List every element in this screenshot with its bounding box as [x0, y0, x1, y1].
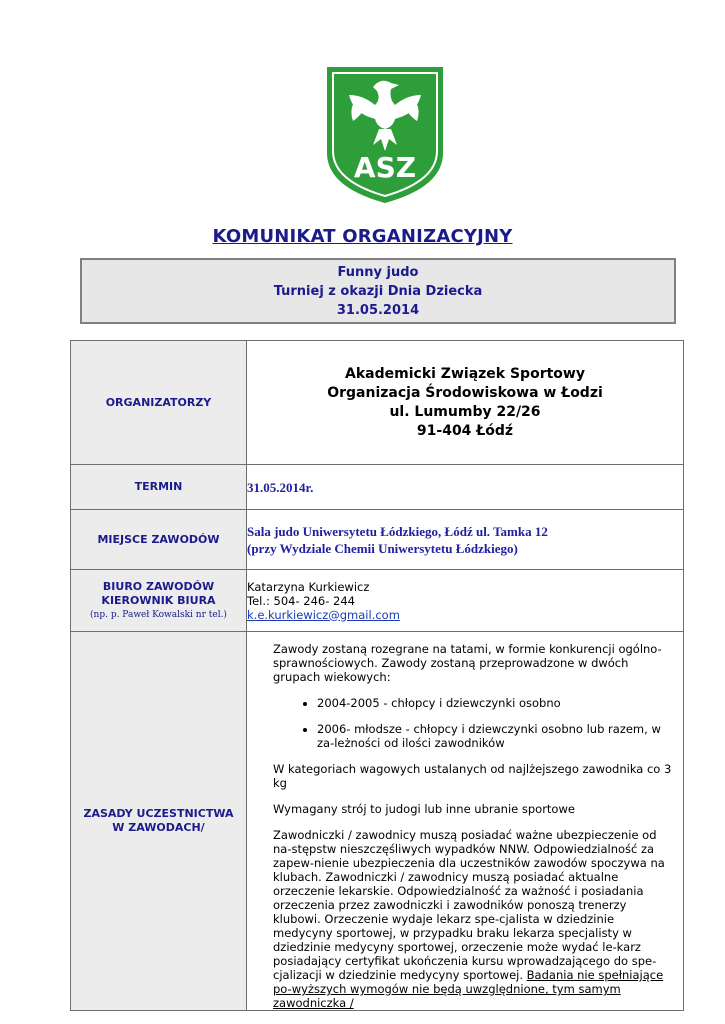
row-rules	[71, 632, 684, 1011]
venue-line: (przy Wydziale Chemii Uniwersytetu Łódzkiego)	[247, 540, 518, 556]
date-value: 31.05.2014r.	[247, 465, 684, 510]
event-date: 31.05.2014	[336, 303, 420, 318]
rules-value	[247, 632, 684, 1011]
organizer-label: ORGANIZATORZY	[71, 341, 247, 465]
rules-label-line: ZASADY UCZESTNICTWA	[83, 807, 234, 820]
office-label-note: (np. p. Paweł Kowalski nr tel.)	[90, 609, 227, 620]
office-email-link[interactable]: k.e.kurkiewicz@gmail.com	[247, 607, 400, 622]
rules-label-line: W ZAWODACH/	[112, 821, 205, 834]
organizer-line: 91-404 Łódź	[416, 422, 514, 439]
organizer-line: Organizacja Środowiskowa w Łodzi	[327, 384, 603, 401]
row-date	[71, 465, 684, 510]
organizer-line: Akademicki Związek Sportowy	[345, 365, 585, 382]
row-organizer	[71, 341, 684, 465]
rules-weights: W kategoriach wagowych ustalanych od najlżejszego zawodnika co 3 kg	[273, 762, 672, 790]
rules-intro: Zawody zostaną rozegrane na tatami, w formie konkurencji ogólno-sprawnościowych. Zawody zostaną przeprowadzone w dwóch grupach wiekowych:	[273, 642, 662, 684]
office-label	[71, 570, 247, 632]
list-item: • 2004-2005 - chłopcy i dziewczynki osobno	[317, 696, 675, 710]
event-subtitle: Turniej z okazji Dnia Dziecka	[273, 284, 483, 299]
rules-label	[71, 632, 247, 1011]
row-venue	[71, 510, 684, 570]
office-label-line: KIEROWNIK BIURA	[101, 593, 216, 607]
office-label-line: BIURO ZAWODÓW	[102, 579, 215, 593]
office-phone: Tel.: 504- 246- 244	[247, 593, 355, 608]
info-table	[70, 340, 684, 1011]
office-value	[247, 570, 684, 632]
row-office	[71, 570, 684, 632]
insurance-text: Zawodniczki / zawodnicy muszą posiadać ważne ubezpieczenie od na-stępstw nieszczęśliwych wypadków NNW. Odpowiedzialność za zapew-nienie ubezpieczenia dla uczestników zawodów spoczywa na klubach. Zawodniczki / zawodnicy muszą posiadać aktualne orzeczenie lekarskie. Odpowiedzialność za ważność i posiadania orzeczenia przez zawodniczki i zawodników ponoszą trenerzy klubowi. Orzeczenie wydaje lekarz spe-cjalista w dziedzinie medycyny sportowej, w przypadku braku lekarza specjalisty w dziedzinie medycyny sportowej, orzeczenie może wydać le-karz posiadający certyfikat ukończenia kursu wprowadzającego do spe-cjalizacji w dziedzinie medycyny sportowej.	[273, 828, 665, 982]
logo-text: ASZ	[353, 151, 417, 184]
list-item: • 2006- młodsze - chłopcy i dziewczynki osobno lub razem, w za-leżności od ilości zawodników	[317, 722, 675, 750]
event-box	[80, 258, 676, 324]
page-title: KOMUNIKAT ORGANIZACYJNY	[212, 226, 513, 247]
age-groups-list	[273, 696, 675, 750]
rules-attire: Wymagany strój to judogi lub inne ubranie sportowe	[273, 802, 575, 816]
rules-insurance	[273, 828, 675, 1010]
asz-logo	[325, 65, 445, 205]
venue-value	[247, 510, 684, 570]
organizer-value	[247, 341, 684, 465]
event-name: Funny judo	[337, 265, 419, 280]
organizer-line: ul. Lumumby 22/26	[389, 403, 541, 420]
insurance-underlined-text: Badania nie spełniające po-wyższych wymogów nie będą uwzględnione, tym samym zawodniczka /	[273, 968, 664, 1010]
venue-line: Sala judo Uniwersytetu Łódzkiego, Łódź ul. Tamka 12	[247, 523, 548, 539]
office-name: Katarzyna Kurkiewicz	[247, 579, 370, 594]
venue-label: MIEJSCE ZAWODÓW	[71, 510, 247, 570]
date-label: TERMIN	[71, 465, 247, 510]
